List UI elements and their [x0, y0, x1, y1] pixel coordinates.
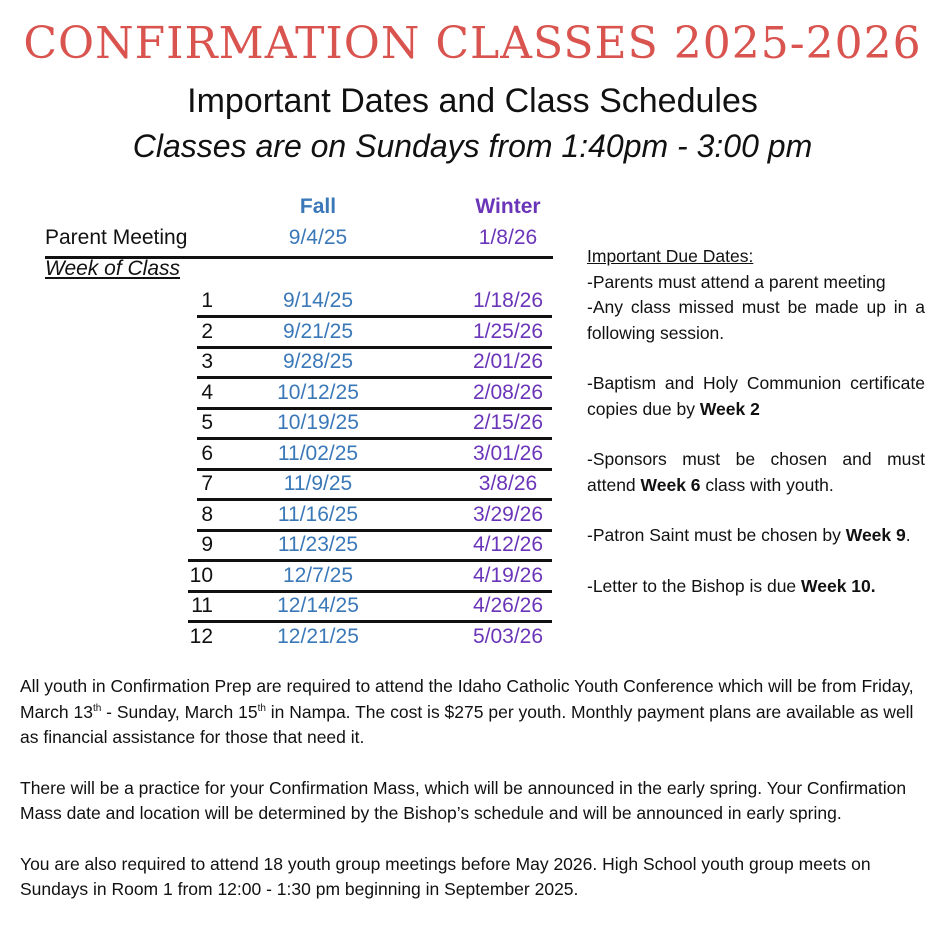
schedule-row: [180, 531, 552, 561]
week-number: 2: [201, 319, 213, 343]
week-number: 3: [201, 350, 213, 373]
parent-meeting-winter-date: 1/8/26: [478, 226, 538, 249]
winter-date: 2/08/26: [472, 380, 544, 404]
winter-date: 1/25/26: [472, 319, 544, 343]
due-item-parent-meeting: -Parents must attend a parent meeting: [587, 271, 886, 292]
fall-date: 10/19/25: [277, 411, 359, 434]
due-dates-panel: [587, 244, 925, 599]
parent-meeting-fall-date: 9/4/25: [288, 226, 348, 249]
youth-group-paragraph: You are also required to attend 18 youth group meetings before May 2026. High School youth group meets on Sundays in Room 1 from 12:00 - 1:30 pm beginning in September 2025.: [20, 853, 871, 899]
schedule-row: [180, 592, 552, 622]
fall-date: 9/14/25: [282, 289, 354, 312]
week-number: 4: [201, 380, 213, 404]
due-item-missed-class: -Any class missed must be made up in a following session.: [587, 297, 925, 343]
schedule-row: [180, 379, 552, 409]
fall-date: 9/28/25: [282, 350, 354, 373]
week-number: 1: [201, 289, 213, 312]
fall-date: 11/02/25: [277, 441, 359, 465]
week-number: 9: [201, 533, 213, 556]
fall-date: 12/14/25: [277, 594, 359, 617]
conference-paragraph: All youth in Confirmation Prep are required to attend the Idaho Catholic Youth Conference which will be from Friday, March 13th - Sunday, March 15th in Nampa. The cost is $275 per youth. Monthly payment plans are available as well as financial assistance for those that need it.: [20, 676, 914, 747]
fall-date: 9/21/25: [282, 319, 354, 343]
week-number: 7: [201, 472, 213, 495]
parent-meeting-label: Parent Meeting: [45, 226, 188, 249]
winter-date: 5/03/26: [472, 624, 544, 648]
week-number: 5: [201, 411, 213, 434]
schedule-row: [180, 318, 552, 348]
due-item-certificates: -Baptism and Holy Communion certificate copies due by Week 2: [587, 373, 925, 419]
winter-date: 4/12/26: [472, 533, 544, 556]
winter-date: 3/01/26: [472, 441, 544, 465]
page-title: CONFIRMATION CLASSES 2025-2026: [23, 18, 922, 69]
schedule-row: [180, 562, 552, 592]
winter-date: 4/26/26: [472, 594, 544, 617]
mass-paragraph: There will be a practice for your Confirmation Mass, which will be announced in the early spring. Your Confirmation Mass date and location will be determined by the Bishop’s schedule and will be announced in early spring.: [20, 777, 907, 823]
winter-column-header: Winter: [475, 195, 541, 218]
week-of-class-label: Week of Class: [45, 257, 180, 280]
due-dates-heading: Important Due Dates:: [587, 246, 754, 266]
schedule-row: [180, 287, 552, 317]
due-item-patron-saint: -Patron Saint must be chosen by Week 9.: [587, 525, 911, 545]
schedule-row: [180, 501, 552, 531]
page-subtitle: Important Dates and Class Schedules: [187, 82, 758, 120]
winter-date: 4/19/26: [472, 563, 544, 587]
fall-date: 12/21/25: [277, 624, 359, 648]
class-time-note: Classes are on Sundays from 1:40pm - 3:00 pm: [132, 128, 813, 164]
week-number: 8: [201, 502, 213, 526]
fall-column-header: Fall: [299, 195, 337, 218]
info-section: [20, 674, 925, 903]
due-item-sponsors: -Sponsors must be chosen and must attend Week 6 class with youth.: [587, 449, 925, 495]
schedule-row: [180, 470, 552, 500]
due-item-bishop-letter: -Letter to the Bishop is due Week 10.: [587, 575, 876, 596]
winter-date: 2/15/26: [472, 411, 544, 434]
week-number: 12: [189, 624, 213, 648]
winter-date: 3/8/26: [478, 472, 538, 495]
winter-date: 2/01/26: [472, 350, 544, 373]
schedule-row: [180, 348, 552, 378]
winter-date: 1/18/26: [472, 289, 544, 312]
schedule-row: [180, 623, 552, 653]
schedule-row: [180, 440, 552, 470]
fall-date: 11/23/25: [277, 533, 359, 556]
week-number: 11: [191, 594, 213, 617]
schedule-row: [180, 409, 552, 439]
winter-date: 3/29/26: [472, 502, 544, 526]
week-number: 6: [201, 441, 213, 465]
fall-date: 11/9/25: [283, 472, 353, 495]
fall-date: 10/12/25: [277, 380, 359, 404]
fall-date: 11/16/25: [277, 502, 359, 526]
fall-date: 12/7/25: [282, 563, 354, 587]
week-number: 10: [189, 563, 213, 587]
